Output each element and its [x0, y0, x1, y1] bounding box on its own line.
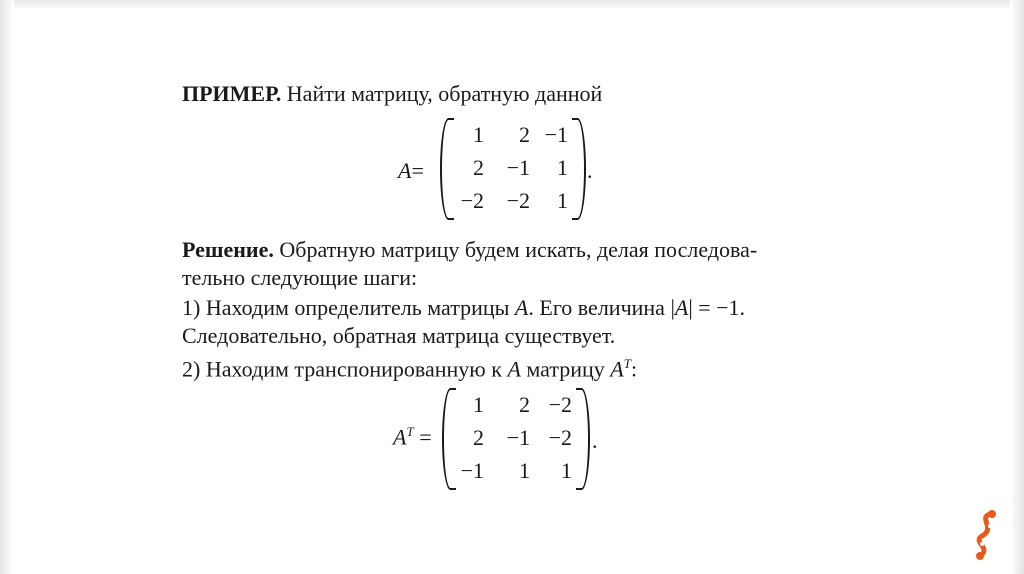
solution-heading: Решение.	[182, 237, 274, 262]
matrix-at-label: $A^T$ =	[393, 424, 432, 450]
matrix-a-cell: −1	[544, 122, 568, 147]
matrix-a-label: A=	[398, 158, 424, 183]
slide-frame-top	[0, 0, 1024, 10]
slide-logo-icon	[968, 508, 1002, 562]
matrix-a-cell: 2	[473, 155, 484, 180]
example-text: Найти матрицу, обратную данной	[286, 81, 603, 106]
solution-step-1: 1) Находим определитель матрицы A. Его величина |A| = −1.	[182, 295, 746, 320]
matrix-at-cell: −2	[548, 392, 572, 417]
solution-step-2: 2) Находим транспонированную к A матрицу $A^T$:	[182, 356, 638, 382]
matrix-a-cell: 1	[557, 188, 568, 213]
matrix-a-cell: 1	[557, 155, 568, 180]
slide-frame-left	[0, 0, 14, 574]
example-heading: ПРИМЕР.	[182, 81, 282, 106]
matrix-a-cell: −2	[460, 188, 484, 213]
solution-line-2: тельно следующие шаги:	[182, 265, 418, 290]
matrix-at-cell: −1	[460, 458, 484, 483]
matrix-at-cell: 1	[519, 458, 530, 483]
matrix-at-cell: −1	[506, 425, 530, 450]
matrix-a-cell: −1	[506, 155, 530, 180]
solution-line-1	[182, 236, 757, 264]
matrix-at-cell: −2	[548, 425, 572, 450]
matrix-a-cell: 1	[473, 122, 484, 147]
matrix-at-cell: 1	[561, 458, 572, 483]
matrix-at-cell: 2	[519, 392, 530, 417]
matrix-a-right-paren	[572, 118, 586, 220]
matrix-at-period: .	[592, 428, 598, 453]
slide-frame-right	[1010, 0, 1024, 574]
example-line	[182, 80, 602, 108]
solution-line-4: Следовательно, обратная матрица существует.	[182, 323, 616, 348]
solution-text-1: Обратную матрицу будем искать, делая последова-	[279, 237, 758, 262]
matrix-at-cell: 2	[473, 425, 484, 450]
matrix-a-cell: 2	[519, 122, 530, 147]
matrix-at-cell: 1	[473, 392, 484, 417]
matrix-a-period: .	[587, 158, 593, 183]
matrix-at-right-paren	[576, 388, 590, 490]
matrix-a-cell: −2	[506, 188, 530, 213]
